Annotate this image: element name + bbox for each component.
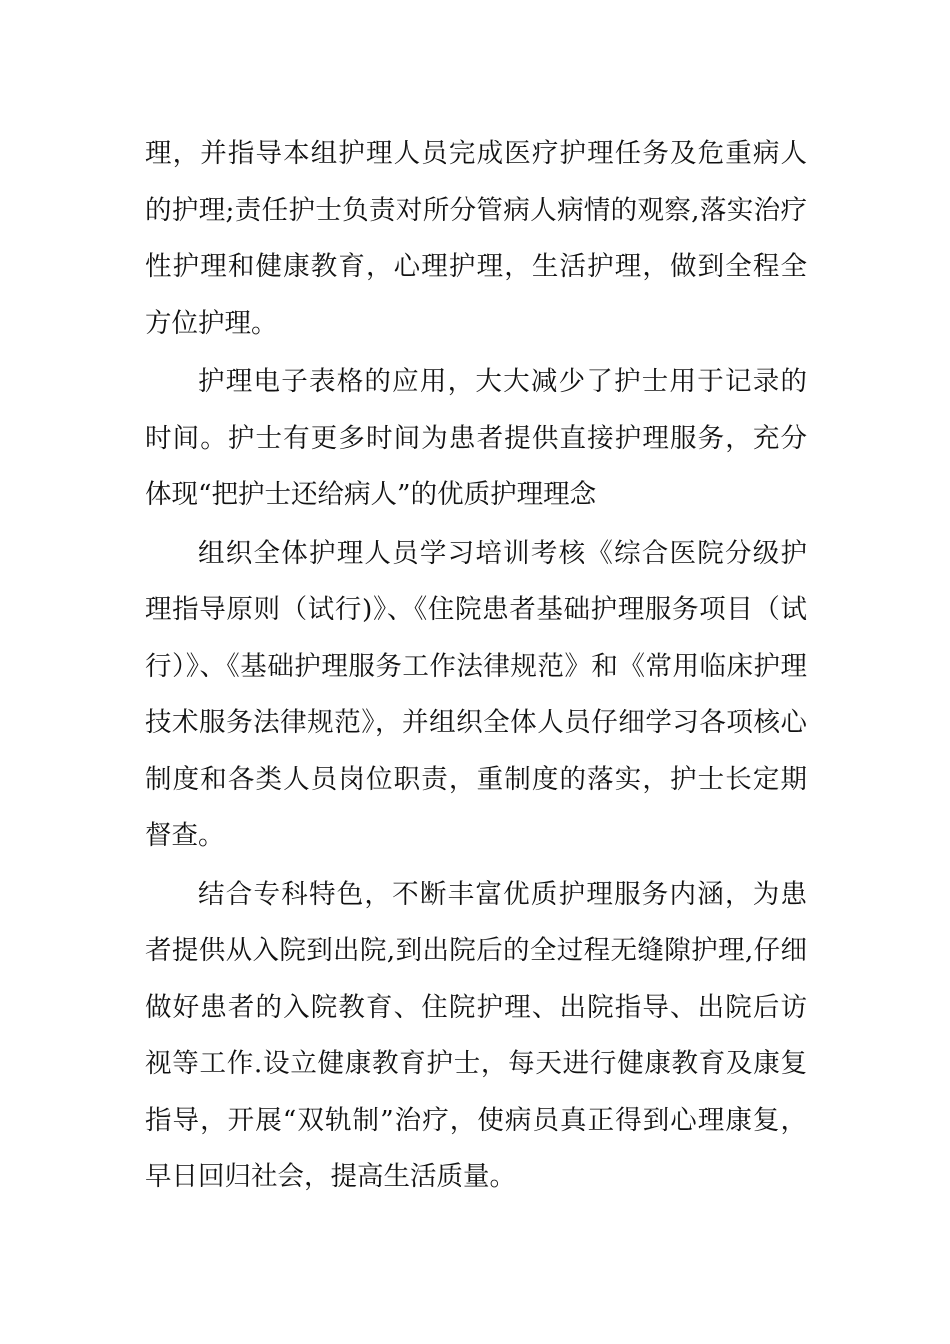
- paragraph-continuation: 理，并指导本组护理人员完成医疗护理任务及危重病人的护理;责任护士负责对所分管病人病情的观察,落实治疗性护理和健康教育，心理护理，生活护理，做到全程全方位护理。: [145, 138, 807, 339]
- document-body: [145, 126, 807, 1208]
- paragraph-electronic-forms: 护理电子表格的应用，大大减少了护士用于记录的时间。护士有更多时间为患者提供直接护理服务，充分体现“把护士还给病人”的优质护理理念: [145, 366, 807, 510]
- paragraph-training: 组织全体护理人员学习培训考核《综合医院分级护理指导原则（试行)》、《住院患者基础护理服务项目（试行）》、《基础护理服务工作法律规范》和《常用临床护理技术服务法律规范》，并组织全体人员仔细学习各项核心制度和各类人员岗位职责，重制度的落实，护士长定期督查。: [145, 537, 807, 851]
- paragraph-specialty-service: 结合专科特色，不断丰富优质护理服务内涵，为患者提供从入院到出院,到出院后的全过程无缝隙护理,仔细做好患者的入院教育、住院护理、出院指导、出院后访视等工作.设立健康教育护士，每天进行健康教育及康复指导，开展“双轨制”治疗，使病员真正得到心理康复，早日回归社会，提高生活质量。: [145, 878, 807, 1192]
